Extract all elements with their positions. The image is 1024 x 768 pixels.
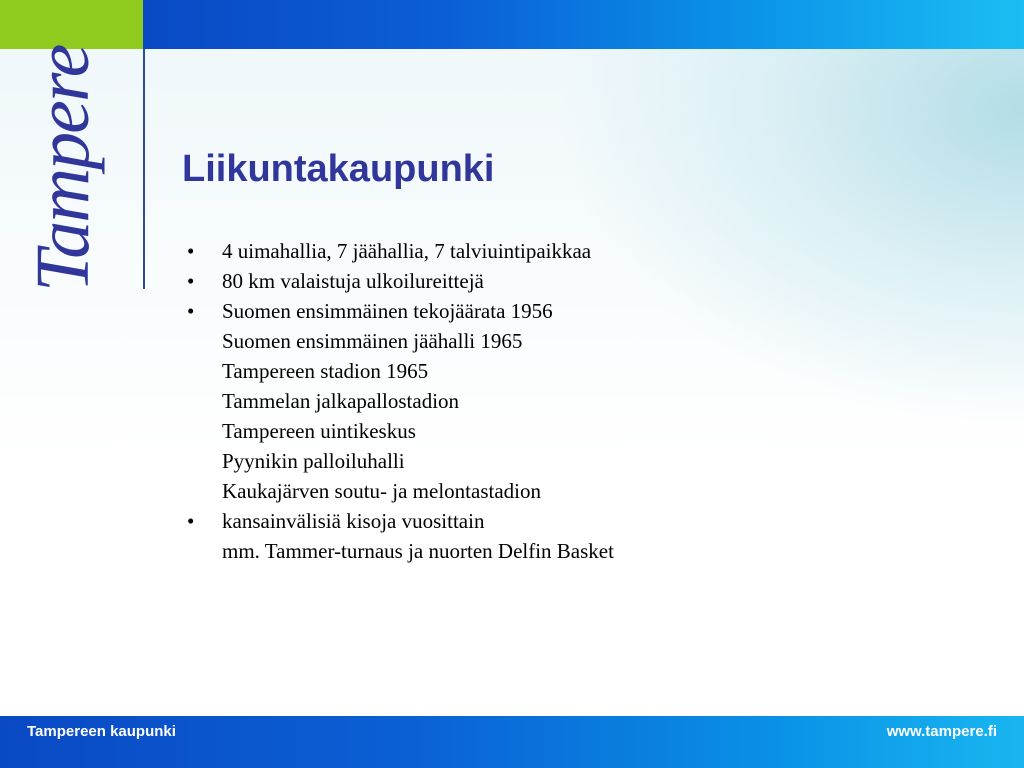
footer-website: www.tampere.fi [886, 723, 997, 740]
footer-organization: Tampereen kaupunki [27, 723, 176, 740]
list-item-line: Suomen ensimmäinen jäähalli 1965 [222, 329, 523, 353]
list-item-line: kansainvälisiä kisoja vuosittain [222, 509, 485, 533]
bullet-list [187, 236, 947, 566]
bullet-marker: • [187, 269, 195, 293]
list-item [187, 506, 947, 566]
list-item [187, 236, 947, 266]
list-item-line: Suomen ensimmäinen tekojäärata 1956 [222, 299, 553, 323]
list-item-line: 4 uimahallia, 7 jäähallia, 7 talviuintipaikkaa [222, 239, 592, 263]
bullet-marker: • [187, 299, 195, 323]
list-item-line: Tammelan jalkapallostadion [222, 389, 460, 413]
list-item-line: mm. Tammer-turnaus ja nuorten Delfin Basket [222, 539, 614, 563]
header-accent-block [0, 0, 143, 49]
list-item-line: Tampereen uintikeskus [222, 419, 416, 443]
list-item-line: Tampereen stadion 1965 [222, 359, 429, 383]
slide-title: Liikuntakaupunki [182, 148, 495, 190]
list-item-line: 80 km valaistuja ulkoilureittejä [222, 269, 484, 293]
list-item [187, 296, 947, 506]
bullet-marker: • [187, 509, 195, 533]
bullet-marker: • [187, 239, 195, 263]
header-bar [143, 0, 1024, 49]
svg-text:Tampere: Tampere [21, 45, 105, 292]
list-item-line: Kaukajärven soutu- ja melontastadion [222, 479, 541, 503]
list-item-line: Pyynikin palloiluhalli [222, 449, 405, 473]
logo-divider [143, 49, 145, 289]
list-item [187, 266, 947, 296]
tampere-logo [21, 45, 110, 298]
